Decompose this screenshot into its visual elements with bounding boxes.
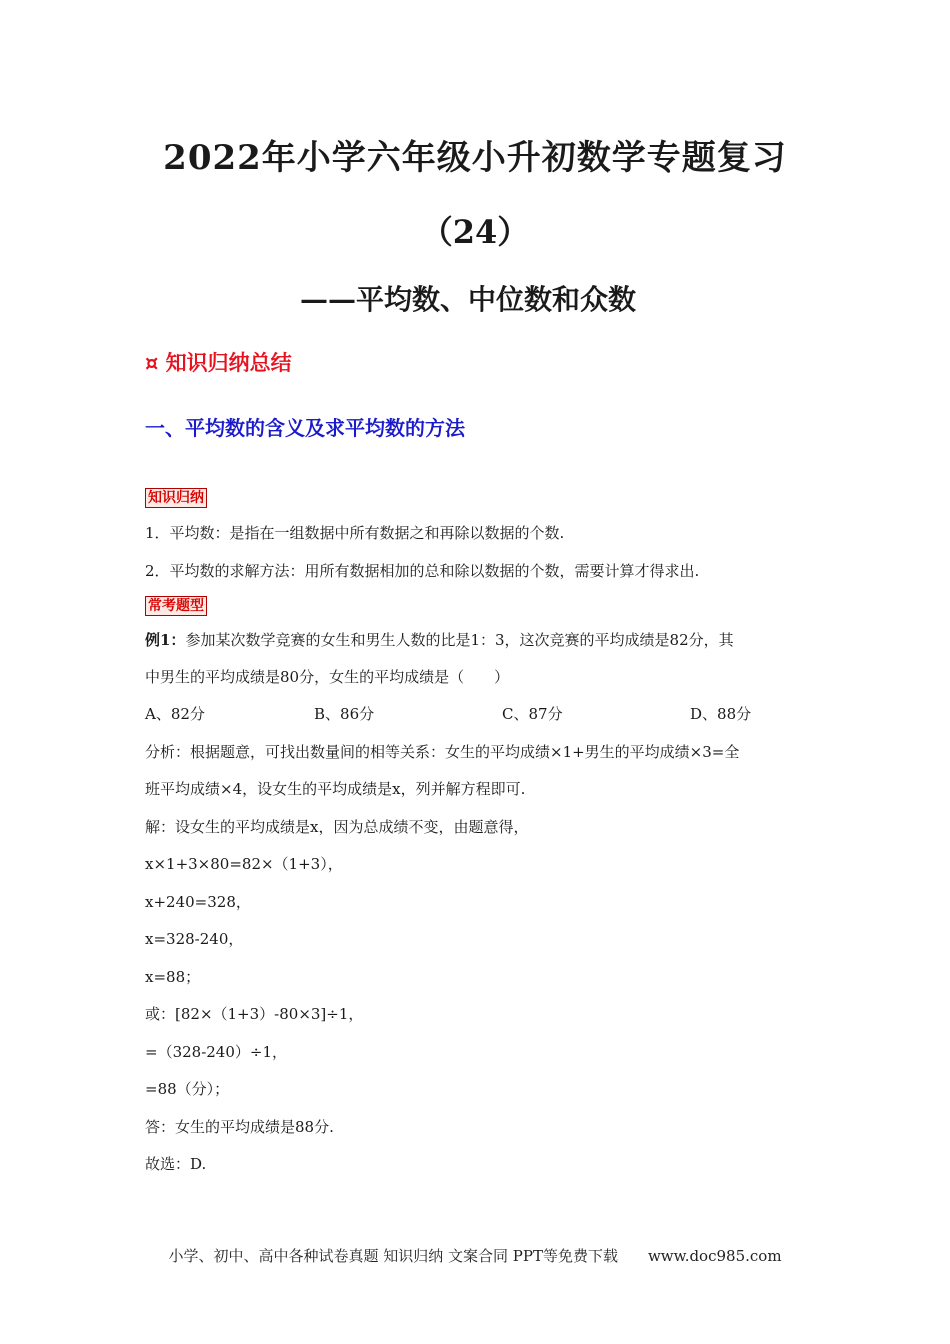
analysis-line: 班平均成绩×4，设女生的平均成绩是x，列并解方程即可. [145,780,526,798]
tag-knowledge: 知识归纳 [145,488,207,508]
option-c: C、87分 [502,705,563,723]
knowledge-item: 2．平均数的求解方法：用所有数据相加的总和除以数据的个数，需要计算才得求出. [145,562,700,580]
option-d: D、88分 [690,705,752,723]
page-footer: 小学、初中、高中各种试卷真题 知识归纳 文案合同 PPT等免费下载 www.doc985.com [168,1247,782,1265]
example-label: 例1： [145,631,186,649]
answer-line: 答：女生的平均成绩是88分. [145,1118,334,1136]
section-heading-knowledge-summary: ¤ 知识归纳总结 [145,351,292,375]
analysis-line: 分析：根据题意，可找出数量间的相等关系：女生的平均成绩×1+男生的平均成绩×3=全 [145,743,740,761]
document-subtitle: ——平均数、中位数和众数 [300,283,637,316]
option-a: A、82分 [145,705,205,723]
solution-line: 解：设女生的平均成绩是x，因为总成绩不变，由题意得， [145,818,529,836]
choice-line: 故选：D. [145,1155,207,1173]
solution-line: x×1+3×80=82×（1+3）， [145,855,343,873]
solution-line: =88（分）； [145,1080,230,1098]
example-question-text: 参加某次数学竞赛的女生和男生人数的比是1：3，这次竞赛的平均成绩是82分，其 [185,631,734,649]
solution-line: 或：[82×（1+3）-80×3]÷1， [145,1005,364,1023]
solution-line: =（328-240）÷1， [145,1043,288,1061]
example-question-line [145,629,734,651]
example-question-line: 中男生的平均成绩是80分，女生的平均成绩是（ ） [145,668,510,686]
tag-common-questions: 常考题型 [145,596,207,616]
solution-line: x=88； [145,968,201,986]
section-heading-average: 一、平均数的含义及求平均数的方法 [145,416,465,440]
option-b: B、86分 [314,705,375,723]
document-title-number: （24） [420,213,530,251]
knowledge-item: 1．平均数：是指在一组数据中所有数据之和再除以数据的个数. [145,524,565,542]
document-title: 2022年小学六年级小升初数学专题复习 [163,138,787,178]
solution-line: x+240=328， [145,893,251,911]
solution-line: x=328-240， [145,930,244,948]
